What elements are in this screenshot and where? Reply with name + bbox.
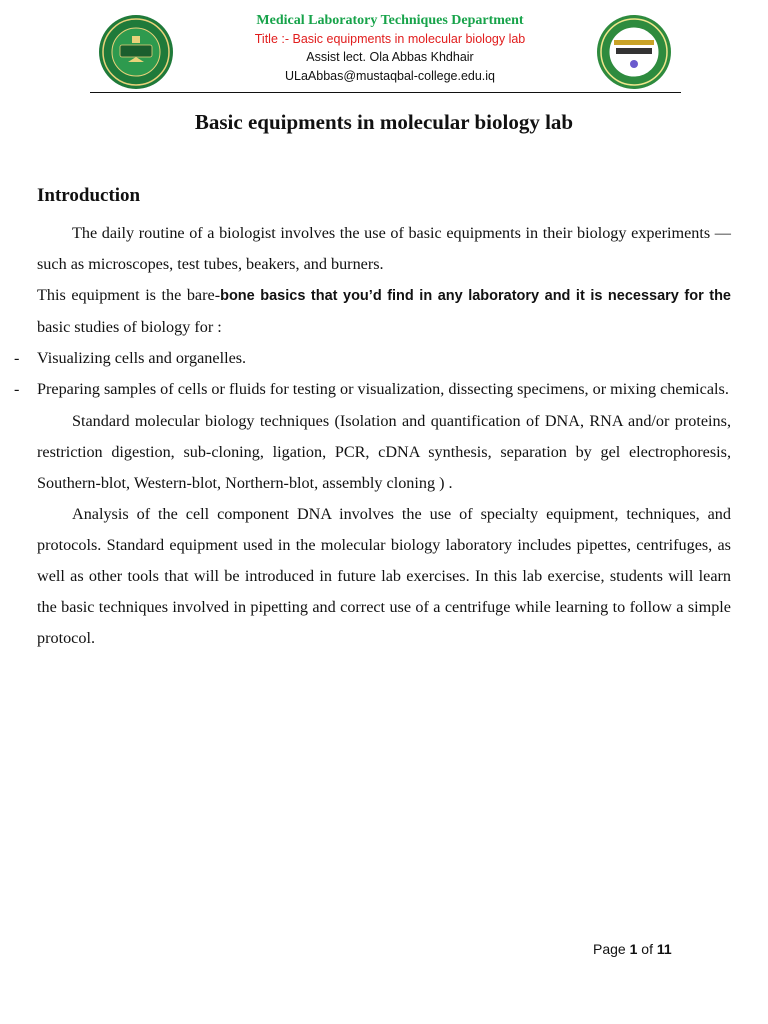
page-word: Page — [593, 941, 626, 957]
of-word: of — [641, 941, 653, 957]
university-seal-icon — [596, 14, 672, 90]
bullet-marker: - — [14, 380, 20, 399]
author-name: Assist lect. Ola Abbas Khdhair — [306, 50, 474, 64]
bullet-marker: - — [14, 349, 20, 368]
paragraph — [37, 280, 731, 343]
paragraph-text: basic studies of biology for : — [37, 318, 222, 337]
list-item — [14, 343, 731, 374]
section-heading: Introduction — [37, 185, 141, 206]
page-number — [593, 941, 672, 957]
paragraph: Analysis of the cell component DNA involves the use of specialty equipment, techniques, and protocols. Standard equipment used in the molecular biology laboratory includes pipettes, centrifuges, as well as other tools that will be introduced in future lab exercises. In this lab exercise, students will learn the basic techniques involved in pipetting and correct use of a centrifuge while learning to follow a simple protocol. — [37, 504, 731, 648]
total-pages: 11 — [656, 941, 672, 957]
bold-text: bone basics that you’d find in any laboratory and it is necessary for the — [220, 288, 731, 305]
author-email: ULaAbbas@mustaqbal-college.edu.iq — [284, 69, 496, 83]
list-item-text: Visualizing cells and organelles. — [37, 349, 247, 368]
department-name: Medical Laboratory Techniques Department — [256, 13, 524, 28]
current-page: 1 — [629, 941, 638, 957]
list-item — [14, 374, 731, 405]
header-divider — [90, 92, 681, 93]
paragraph: The daily routine of a biologist involves the use of basic equipments in their biology experiments — such as microscopes, test tubes, beakers, and burners. — [37, 224, 731, 274]
college-seal-icon — [98, 14, 174, 90]
document-title: Basic equipments in molecular biology lab — [194, 110, 574, 134]
paragraph-text: This equipment is the bare- — [37, 286, 221, 305]
document-body — [14, 218, 731, 654]
lecture-title-line: Title :- Basic equipments in molecular biology lab — [254, 32, 526, 46]
list-item-text: Preparing samples of cells or fluids for testing or visualization, dissecting specimens, or mixing chemicals. — [37, 380, 729, 399]
paragraph: Standard molecular biology techniques (Isolation and quantification of DNA, RNA and/or proteins, restriction digestion, sub-cloning, ligation, PCR, cDNA synthesis, separation by gel electrophoresis, Southern-blot, Western-blot, Northern-blot, assembly cloning ) . — [37, 411, 731, 492]
